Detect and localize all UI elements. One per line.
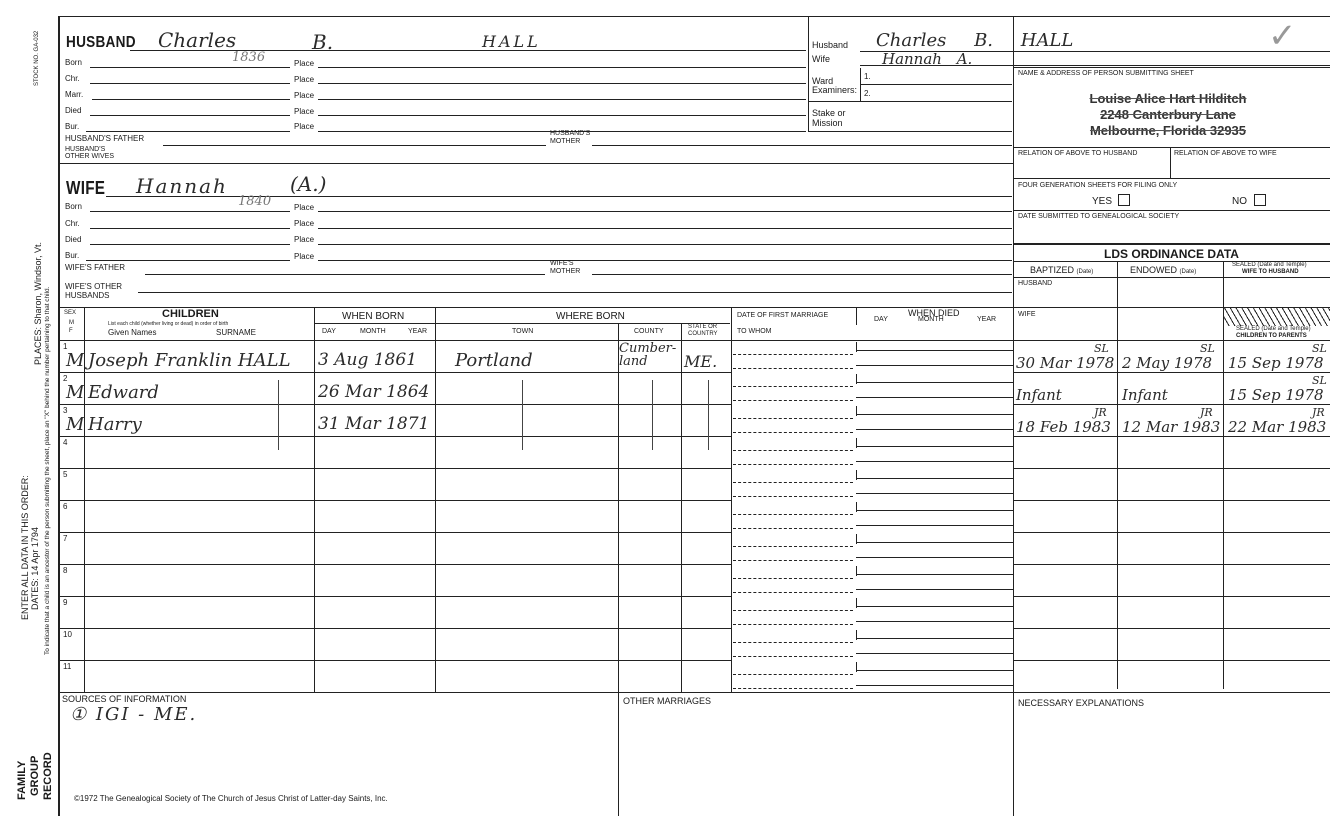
ditto-mark <box>278 380 279 450</box>
wife-other-line <box>138 292 1012 293</box>
rel-wife-label: RELATION OF ABOVE TO WIFE <box>1174 150 1277 157</box>
husband-marr-label: Marr. <box>65 90 84 99</box>
row-number: 5 <box>63 470 68 479</box>
husband-died-line <box>90 115 290 116</box>
lds-hatch <box>1224 308 1330 326</box>
checkmark: ✓ <box>1268 16 1297 56</box>
col-county <box>618 323 619 692</box>
row-divider <box>58 660 731 661</box>
fgr-line2: GROUP <box>29 755 41 796</box>
husband-bur-line <box>86 131 290 132</box>
ditto-mark <box>522 380 523 450</box>
marriage-whom-line <box>733 624 853 625</box>
lds-row-divider <box>1013 436 1330 437</box>
husband-middle: B. <box>312 30 334 54</box>
child-endowed: 2 May 1978 <box>1122 354 1213 372</box>
fgr-line1: FAMILY <box>16 760 28 800</box>
husband-died-label: Died <box>65 106 82 115</box>
ch-d-month: MONTH <box>918 316 944 323</box>
marriage-whom-line <box>733 400 853 401</box>
died-tick <box>856 534 857 544</box>
husband-mother-label-1: HUSBAND'S <box>550 130 591 137</box>
died-tick <box>856 438 857 448</box>
marriage-date-line <box>733 610 853 611</box>
no-label: NO <box>1232 196 1247 207</box>
wife-father-label: WIFE'S FATHER <box>65 263 126 272</box>
ch-d-day: DAY <box>874 316 888 323</box>
wife-born-place-line <box>318 211 1012 212</box>
sources-label: SOURCES OF INFORMATION <box>62 694 187 704</box>
husband-born-year: 1836 <box>232 50 266 65</box>
died-tick <box>856 406 857 416</box>
wife-mother-label-1: WIFE'S <box>550 260 574 267</box>
col-state <box>681 323 682 692</box>
lds-head-bottom <box>1013 277 1330 278</box>
wife-born-year: 1840 <box>238 194 272 209</box>
wife-other-label-2: HUSBANDS <box>65 291 110 300</box>
wife-note: (A.) <box>290 172 327 196</box>
lds-row-divider <box>1013 372 1330 373</box>
child-endowed-tag: JR <box>1200 406 1213 419</box>
row-divider <box>58 436 731 437</box>
lds-row-divider <box>1013 564 1330 565</box>
child-endowed-tag: SL <box>1200 342 1215 355</box>
ch-given: Given Names <box>108 328 157 337</box>
husband-bur-label: Bur. <box>65 122 80 131</box>
died-line-bottom <box>856 429 1013 430</box>
lds-top <box>1013 243 1330 245</box>
ch-year: YEAR <box>408 328 428 335</box>
husband-father-line <box>163 145 546 146</box>
examiners-label: Examiners: <box>812 85 858 95</box>
died-tick <box>856 342 857 352</box>
husband-chr-line <box>90 83 290 84</box>
died-line <box>856 382 1013 383</box>
child-county: Cumber-land <box>619 341 677 369</box>
ch-list-note: List each child (whether living or dead) in order of birth <box>108 321 229 327</box>
yes-checkbox[interactable] <box>1118 194 1130 206</box>
lds-row-divider <box>1013 596 1330 597</box>
died-tick <box>856 470 857 480</box>
submitter-street: 2248 Canterbury Lane <box>1100 107 1236 122</box>
row-number: 4 <box>63 438 68 447</box>
marriage-whom-line <box>733 688 853 689</box>
died-line-bottom <box>856 557 1013 558</box>
wife-bur-line <box>86 260 290 261</box>
child-state: ME. <box>684 352 718 371</box>
lds-row-divider <box>1013 500 1330 501</box>
marriage-date-line <box>733 354 853 355</box>
hr-husband-value: Charles B. HALL <box>876 30 1074 51</box>
wife-died-place-label: Place <box>294 235 315 244</box>
died-line <box>856 542 1013 543</box>
row-divider <box>58 404 731 405</box>
frame-top <box>58 16 1330 17</box>
ch-when-born: WHEN BORN <box>342 311 405 322</box>
submitter-label: NAME & ADDRESS OF PERSON SUBMITTING SHEET <box>1018 70 1194 77</box>
hr-wife-label: Wife <box>812 54 830 64</box>
husband-father-label: HUSBAND'S FATHER <box>65 134 145 143</box>
died-line-bottom <box>856 621 1013 622</box>
marriage-date-line <box>733 418 853 419</box>
wife-father-line <box>145 274 545 275</box>
marriage-whom-line <box>733 496 853 497</box>
husband-other-label-2: OTHER WIVES <box>65 153 115 160</box>
died-tick <box>856 502 857 512</box>
marriage-date-line <box>733 482 853 483</box>
marriage-date-line <box>733 546 853 547</box>
lds-sealed-2: WIFE TO HUSBAND <box>1242 269 1299 275</box>
died-line-bottom <box>856 397 1013 398</box>
stock-number: STOCK NO. GA-032 <box>34 30 40 86</box>
copyright: ©1972 The Genealogical Society of The Church of Jesus Christ of Latter-day Saints, Inc. <box>74 794 388 803</box>
died-line-bottom <box>856 589 1013 590</box>
lds-row-divider <box>1013 660 1330 661</box>
wife-mother-label-2: MOTHER <box>550 268 581 275</box>
frame-left <box>58 16 60 816</box>
child-born: 31 Mar 1871 <box>318 414 430 434</box>
ch-where-born: WHERE BORN <box>556 311 625 322</box>
ch-when-died: WHEN DIED <box>908 308 960 318</box>
examiner-2-line <box>808 101 1012 102</box>
marriage-whom-line <box>733 656 853 657</box>
wife-chr-line <box>90 228 290 229</box>
lds-title: LDS ORDINANCE DATA <box>1104 247 1239 261</box>
marriage-whom-line <box>733 528 853 529</box>
row-number: 3 <box>63 406 68 415</box>
ch-sex: SEX <box>64 310 77 316</box>
marriage-whom-line <box>733 560 853 561</box>
husband-born-place-line <box>318 67 806 68</box>
margin-instruction: To indicate that a child is an ancestor of the person submitting the sheet, place an "X" behind the number pertaining to that child. <box>44 286 51 655</box>
ch-month: MONTH <box>360 328 386 335</box>
child-born: 26 Mar 1864 <box>318 382 430 402</box>
husband-bur-place-label: Place <box>294 122 315 131</box>
child-sealed-tag: SL <box>1312 374 1327 387</box>
submitter-name: Louise Alice Hart Hilditch <box>1089 91 1247 106</box>
husband-marr-line <box>92 99 290 100</box>
row-divider <box>58 500 731 501</box>
child-endowed: Infant <box>1122 386 1168 404</box>
wife-died-line <box>90 244 290 245</box>
child-sex: M <box>66 350 85 371</box>
margin-dates: DATES: 14 Apr 1794 <box>30 527 40 610</box>
ch-state-2: COUNTRY <box>688 331 718 337</box>
when-born-sub <box>314 323 730 324</box>
submitter-top <box>1013 67 1330 68</box>
child-sealed: 15 Sep 1978 <box>1228 386 1324 404</box>
died-tick <box>856 598 857 608</box>
child-baptized: 30 Mar 1978 <box>1016 354 1115 372</box>
wife-chr-place-line <box>318 228 1012 229</box>
child-baptized: Infant <box>1016 386 1062 404</box>
sources-value: ① IGI - ME. <box>70 704 198 725</box>
died-tick <box>856 566 857 576</box>
wife-bur-place-line <box>318 260 1012 261</box>
lds-row-divider <box>1013 404 1330 405</box>
died-line <box>856 574 1013 575</box>
wife-born-place-label: Place <box>294 203 315 212</box>
explanations-label: NECESSARY EXPLANATIONS <box>1018 698 1145 708</box>
died-line <box>856 670 1013 671</box>
died-line-bottom <box>856 685 1013 686</box>
row-divider <box>58 596 731 597</box>
marriage-whom-line <box>733 464 853 465</box>
husband-died-place-label: Place <box>294 107 315 116</box>
husband-other-label-1: HUSBAND'S <box>65 146 106 153</box>
died-line <box>856 606 1013 607</box>
row-number: 9 <box>63 598 68 607</box>
died-line-bottom <box>856 461 1013 462</box>
row-number: 2 <box>63 374 68 383</box>
wife-died-place-line <box>318 244 1012 245</box>
lds-sealed-parents-2: CHILDREN TO PARENTS <box>1236 333 1307 339</box>
yes-label: YES <box>1092 196 1113 207</box>
ch-first-marriage: DATE OF FIRST MARRIAGE <box>737 312 829 319</box>
marriage-whom-line <box>733 432 853 433</box>
row-divider <box>58 564 731 565</box>
husband-born-line <box>90 67 290 68</box>
lds-endowed: ENDOWED (Date) <box>1130 265 1197 275</box>
col-died <box>856 307 857 325</box>
ch-children: CHILDREN <box>162 308 219 320</box>
died-line <box>856 510 1013 511</box>
footer-divider <box>618 692 619 816</box>
ch-d-year: YEAR <box>977 316 997 323</box>
child-baptized: 18 Feb 1983 <box>1016 418 1111 436</box>
lds-row-divider <box>1013 468 1330 469</box>
other-marriages-label: OTHER MARRIAGES <box>623 696 712 706</box>
wife-born-line <box>90 211 290 212</box>
ch-f: F <box>69 328 73 334</box>
stake-line <box>808 131 1012 132</box>
child-sealed: 22 Mar 1983 <box>1228 418 1327 436</box>
husband-chr-place-label: Place <box>294 75 315 84</box>
ch-day: DAY <box>322 328 336 335</box>
husband-died-place-line <box>318 115 806 116</box>
died-line <box>856 414 1013 415</box>
wife-bur-place-label: Place <box>294 252 315 261</box>
submitter-city: Melbourne, Florida 32935 <box>1089 123 1247 138</box>
lds-row-divider <box>1013 628 1330 629</box>
margin-enter: ENTER ALL DATA IN THIS ORDER: <box>20 475 30 620</box>
wife-died-label: Died <box>65 235 82 244</box>
wife-chr-label: Chr. <box>65 219 80 228</box>
lds-sealed-parents-1: SEALED (Date and Temple) <box>1236 326 1311 332</box>
stake-label: Stake or <box>812 108 846 118</box>
row-divider <box>58 372 731 373</box>
wife-bur-label: Bur. <box>65 251 80 260</box>
husband-marr-place-line <box>318 99 806 100</box>
husband-label: HUSBAND <box>66 34 136 51</box>
col-marriage <box>731 307 732 692</box>
marriage-date-line <box>733 386 853 387</box>
died-line <box>856 478 1013 479</box>
margin-places: PLACES: Sharon, Windsor, Vt. <box>33 241 43 365</box>
ward-label: Ward <box>812 76 834 86</box>
child-born: 3 Aug 1861 <box>318 350 417 370</box>
husband-chr-label: Chr. <box>65 74 80 83</box>
husband-chr-place-line <box>318 83 806 84</box>
rel-husband-label: RELATION OF ABOVE TO HUSBAND <box>1018 150 1138 157</box>
husband-born-label: Born <box>65 58 82 67</box>
examiner-2: 2. <box>864 89 871 98</box>
datesub-top <box>1013 210 1330 211</box>
ch-m: M <box>69 320 74 326</box>
ch-to-whom: TO WHOM <box>737 328 772 335</box>
died-line <box>856 638 1013 639</box>
hr-wife-line <box>860 65 1330 66</box>
husband-born-place-label: Place <box>294 59 315 68</box>
four-gen-label: FOUR GENERATION SHEETS FOR FILING ONLY <box>1018 182 1178 189</box>
husband-section-bottom <box>58 163 1013 164</box>
ch-town: TOWN <box>512 328 534 335</box>
ch-head-bottom <box>58 340 1330 341</box>
lds-wife-label: WIFE <box>1018 311 1036 318</box>
ditto-mark <box>652 380 653 450</box>
date-submitted-label: DATE SUBMITTED TO GENEALOGICAL SOCIETY <box>1018 213 1180 220</box>
died-line-bottom <box>856 365 1013 366</box>
husband-mother-line <box>592 145 1012 146</box>
child-baptized-tag: JR <box>1094 406 1107 419</box>
row-number: 1 <box>63 342 68 351</box>
died-tick <box>856 630 857 640</box>
died-line-bottom <box>856 525 1013 526</box>
wife-given: Hannah <box>136 174 228 198</box>
ch-state-1: STATE OR <box>688 324 718 330</box>
child-sex: M <box>66 382 85 403</box>
child-sealed: 15 Sep 1978 <box>1228 354 1324 372</box>
husband-marr-place-label: Place <box>294 91 315 100</box>
child-name: Edward <box>88 382 159 403</box>
ditto-mark <box>708 380 709 450</box>
rel-top <box>1013 147 1330 148</box>
no-checkbox[interactable] <box>1254 194 1266 206</box>
died-line-bottom <box>856 653 1013 654</box>
fourgen-top <box>1013 178 1330 179</box>
husband-given: Charles <box>158 28 237 52</box>
marriage-date-line <box>733 450 853 451</box>
row-number: 7 <box>63 534 68 543</box>
fgr-line3: RECORD <box>42 752 54 800</box>
row-number: 8 <box>63 566 68 575</box>
wife-chr-place-label: Place <box>294 219 315 228</box>
husband-surname: HALL <box>482 32 541 51</box>
died-line-bottom <box>856 493 1013 494</box>
row-divider <box>58 468 731 469</box>
marriage-whom-line <box>733 368 853 369</box>
died-line <box>856 446 1013 447</box>
ch-surname: SURNAME <box>216 328 257 337</box>
examiner-1-line <box>860 84 1012 85</box>
child-baptized-tag: SL <box>1094 342 1109 355</box>
child-sex: M <box>66 414 85 435</box>
frame-mid <box>808 16 809 132</box>
child-name: Joseph Franklin HALL <box>88 350 291 371</box>
row-divider <box>58 628 731 629</box>
husband-mother-label-2: MOTHER <box>550 138 581 145</box>
marriage-date-line <box>733 578 853 579</box>
marriage-date-line <box>733 514 853 515</box>
row-divider <box>58 532 731 533</box>
examiner-1: 1. <box>864 72 871 81</box>
row-number: 6 <box>63 502 68 511</box>
rel-divider <box>1170 147 1171 178</box>
wife-born-label: Born <box>65 202 82 211</box>
died-tick <box>856 662 857 672</box>
child-sealed-tag: JR <box>1312 406 1325 419</box>
wife-label: WIFE <box>66 178 106 198</box>
marriage-whom-line <box>733 592 853 593</box>
lds-col-1 <box>1117 261 1118 689</box>
died-line <box>856 350 1013 351</box>
marriage-date-line <box>733 642 853 643</box>
row-number: 10 <box>63 630 72 639</box>
child-town: Portland <box>455 350 533 371</box>
lds-row-divider <box>1013 532 1330 533</box>
lds-husband-label: HUSBAND <box>1018 280 1053 287</box>
row-number: 11 <box>63 662 72 671</box>
wife-mother-line <box>592 274 1012 275</box>
lds-baptized: BAPTIZED (Date) <box>1030 265 1094 275</box>
died-tick <box>856 374 857 384</box>
hr-husband-label: Husband <box>812 40 849 50</box>
mission-label: Mission <box>812 118 843 128</box>
child-endowed: 12 Mar 1983 <box>1122 418 1221 436</box>
lds-sealed-1: SEALED (Date and Temple) <box>1232 262 1307 268</box>
child-name: Harry <box>88 414 142 435</box>
footer-top <box>58 692 1330 693</box>
hr-wife-value: Hannah A. <box>882 50 973 68</box>
ch-county: COUNTY <box>634 328 664 335</box>
child-sealed-tag: SL <box>1312 342 1327 355</box>
wife-other-label-1: WIFE'S OTHER <box>65 282 123 291</box>
marriage-date-line <box>733 674 853 675</box>
